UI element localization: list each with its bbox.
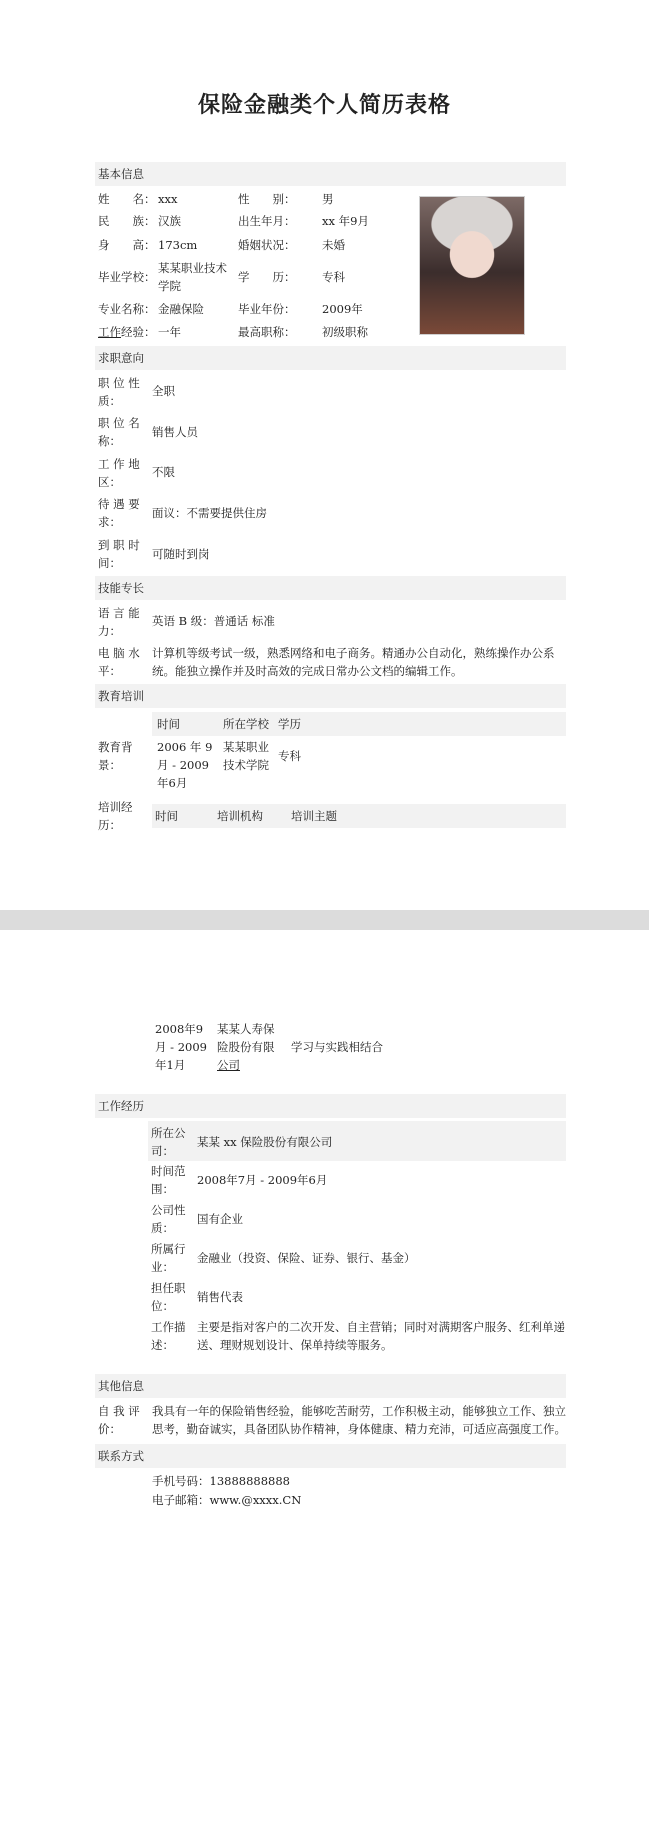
- profile-photo: [419, 196, 525, 335]
- work-company-label: 所在公司：: [151, 1126, 186, 1158]
- work-industry-label: 所属行业：: [151, 1242, 186, 1274]
- intent-label-name: 职 位 名 称：: [98, 416, 140, 448]
- section-job-intent: 求职意向: [95, 346, 566, 370]
- name-value: xxx: [158, 192, 178, 206]
- marital-label: 婚姻状况：: [238, 238, 296, 252]
- edu-label: 学 历：: [238, 270, 296, 284]
- height-value: 173cm: [158, 238, 198, 252]
- section-work: 工作经历: [95, 1094, 566, 1118]
- major-label: 专业名称：: [98, 302, 156, 316]
- pc-value: 计算机等级考试一级，熟悉网络和电子商务。精通办公自动化，熟练操作办公系统。能独立操作并及时高效的完成日常办公文档的编辑工作。: [152, 646, 555, 678]
- contact-phone: 手机号码：13888888888: [152, 1474, 290, 1488]
- major-value: 金融保险: [158, 302, 204, 316]
- edu-header-school: 所在学校: [223, 717, 269, 731]
- edu-row-degree: 专科: [278, 749, 301, 763]
- self-eval-label: 自 我 评 价：: [98, 1404, 140, 1436]
- intent-label-area: 工 作 地 区：: [98, 457, 140, 489]
- intent-value-start: 可随时到岗: [152, 547, 210, 561]
- edu-row-time: 2006 年 9 月 - 2009年6月: [157, 740, 213, 790]
- ethnic-value: 汉族: [158, 214, 181, 228]
- ethnic-label: 民 族：: [98, 214, 156, 228]
- gradyear-label: 毕业年份：: [238, 302, 296, 316]
- section-education: 教育培训: [95, 684, 566, 708]
- contact-email: 电子邮箱：www.@xxxx.CN: [152, 1493, 302, 1507]
- intent-value-name: 销售人员: [152, 425, 198, 439]
- train-row-org: [217, 1020, 285, 1074]
- birth-value: xx 年9月: [322, 214, 369, 228]
- page-title: 保险金融类个人简历表格: [197, 92, 451, 118]
- work-industry-value: 金融业（投资、保险、证券、银行、基金）: [197, 1251, 416, 1265]
- self-eval-value: 我具有一年的保险销售经验，能够吃苦耐劳，工作积极主动，能够独立工作、独立思考，勤奋诚实，具备团队协作精神，身体健康、精力充沛，可适应高强度工作。: [152, 1404, 566, 1436]
- experience-label: [98, 323, 156, 341]
- work-desc-value: 主要是指对客户的二次开发、自主营销；同时对满期客户服务、红利单递送、理财规划设计、保单持续等服务。: [197, 1320, 565, 1352]
- gender-value: 男: [322, 192, 334, 206]
- training-table-header: [152, 804, 566, 828]
- train-row-org-underlined: 公司: [217, 1058, 240, 1072]
- train-header-topic: 培训主题: [291, 809, 337, 823]
- lang-value: 英语 B 级：普通话 标准: [152, 614, 275, 628]
- lang-label: 语 言 能 力：: [98, 606, 140, 638]
- work-company-value: 某某 xx 保险股份有限公司: [197, 1135, 333, 1149]
- work-desc-label: 工作描述：: [151, 1320, 186, 1352]
- edu-row-school: 某某职业技术学院: [223, 740, 269, 772]
- experience-label-rest: 经验：: [121, 325, 156, 339]
- section-basic-info: 基本信息: [95, 162, 566, 186]
- gender-label: 性 别：: [238, 192, 296, 206]
- section-other: 其他信息: [95, 1374, 566, 1398]
- title-value: 初级职称: [322, 325, 368, 339]
- work-period-label: 时间范围：: [151, 1164, 186, 1196]
- intent-label-salary: 待 遇 要 求：: [98, 497, 140, 529]
- intent-label-type: 职 位 性 质：: [98, 376, 140, 408]
- edu-header-degree: 学历: [278, 717, 301, 731]
- school-value: 某某职业技术学院: [158, 261, 227, 293]
- work-period-value: 2008年7月 - 2009年6月: [197, 1173, 328, 1187]
- experience-label-underlined: 工作: [98, 325, 121, 339]
- resume-page-1: [0, 0, 649, 910]
- title-label: 最高职称：: [238, 325, 296, 339]
- edu-bg-label: 教育背景：: [98, 740, 133, 772]
- education-table-header: [152, 712, 566, 736]
- gradyear-value: 2009年: [322, 302, 363, 316]
- school-label: 毕业学校：: [98, 270, 156, 284]
- birth-label: 出生年月：: [238, 214, 296, 228]
- intent-value-type: 全职: [152, 384, 175, 398]
- pc-label: 电 脑 水 平：: [98, 646, 140, 678]
- edu-header-time: 时间: [157, 717, 180, 731]
- training-label: 培训经历：: [98, 800, 133, 832]
- experience-value: 一年: [158, 325, 181, 339]
- train-header-org: 培训机构: [217, 809, 263, 823]
- height-label: 身 高：: [98, 238, 156, 252]
- work-position-label: 担任职位：: [151, 1281, 186, 1313]
- section-skills: 技能专长: [95, 576, 566, 600]
- intent-value-salary: 面议：不需要提供住房: [152, 506, 267, 520]
- intent-value-area: 不限: [152, 465, 175, 479]
- train-row-topic: 学习与实践相结合: [291, 1040, 383, 1054]
- work-nature-label: 公司性质：: [151, 1203, 186, 1235]
- train-header-time: 时间: [155, 809, 178, 823]
- train-row-org-main: 某某人寿保险股份有限: [217, 1022, 275, 1054]
- section-contact: 联系方式: [95, 1444, 566, 1468]
- resume-page-2: [0, 930, 649, 1848]
- edu-value: 专科: [322, 270, 345, 284]
- intent-label-start: 到 职 时 间：: [98, 538, 140, 570]
- marital-value: 未婚: [322, 238, 345, 252]
- work-nature-value: 国有企业: [197, 1212, 243, 1226]
- name-label: 姓 名：: [98, 192, 156, 206]
- train-row-time: 2008年9月 - 2009年1月: [155, 1022, 207, 1072]
- work-position-value: 销售代表: [197, 1290, 243, 1304]
